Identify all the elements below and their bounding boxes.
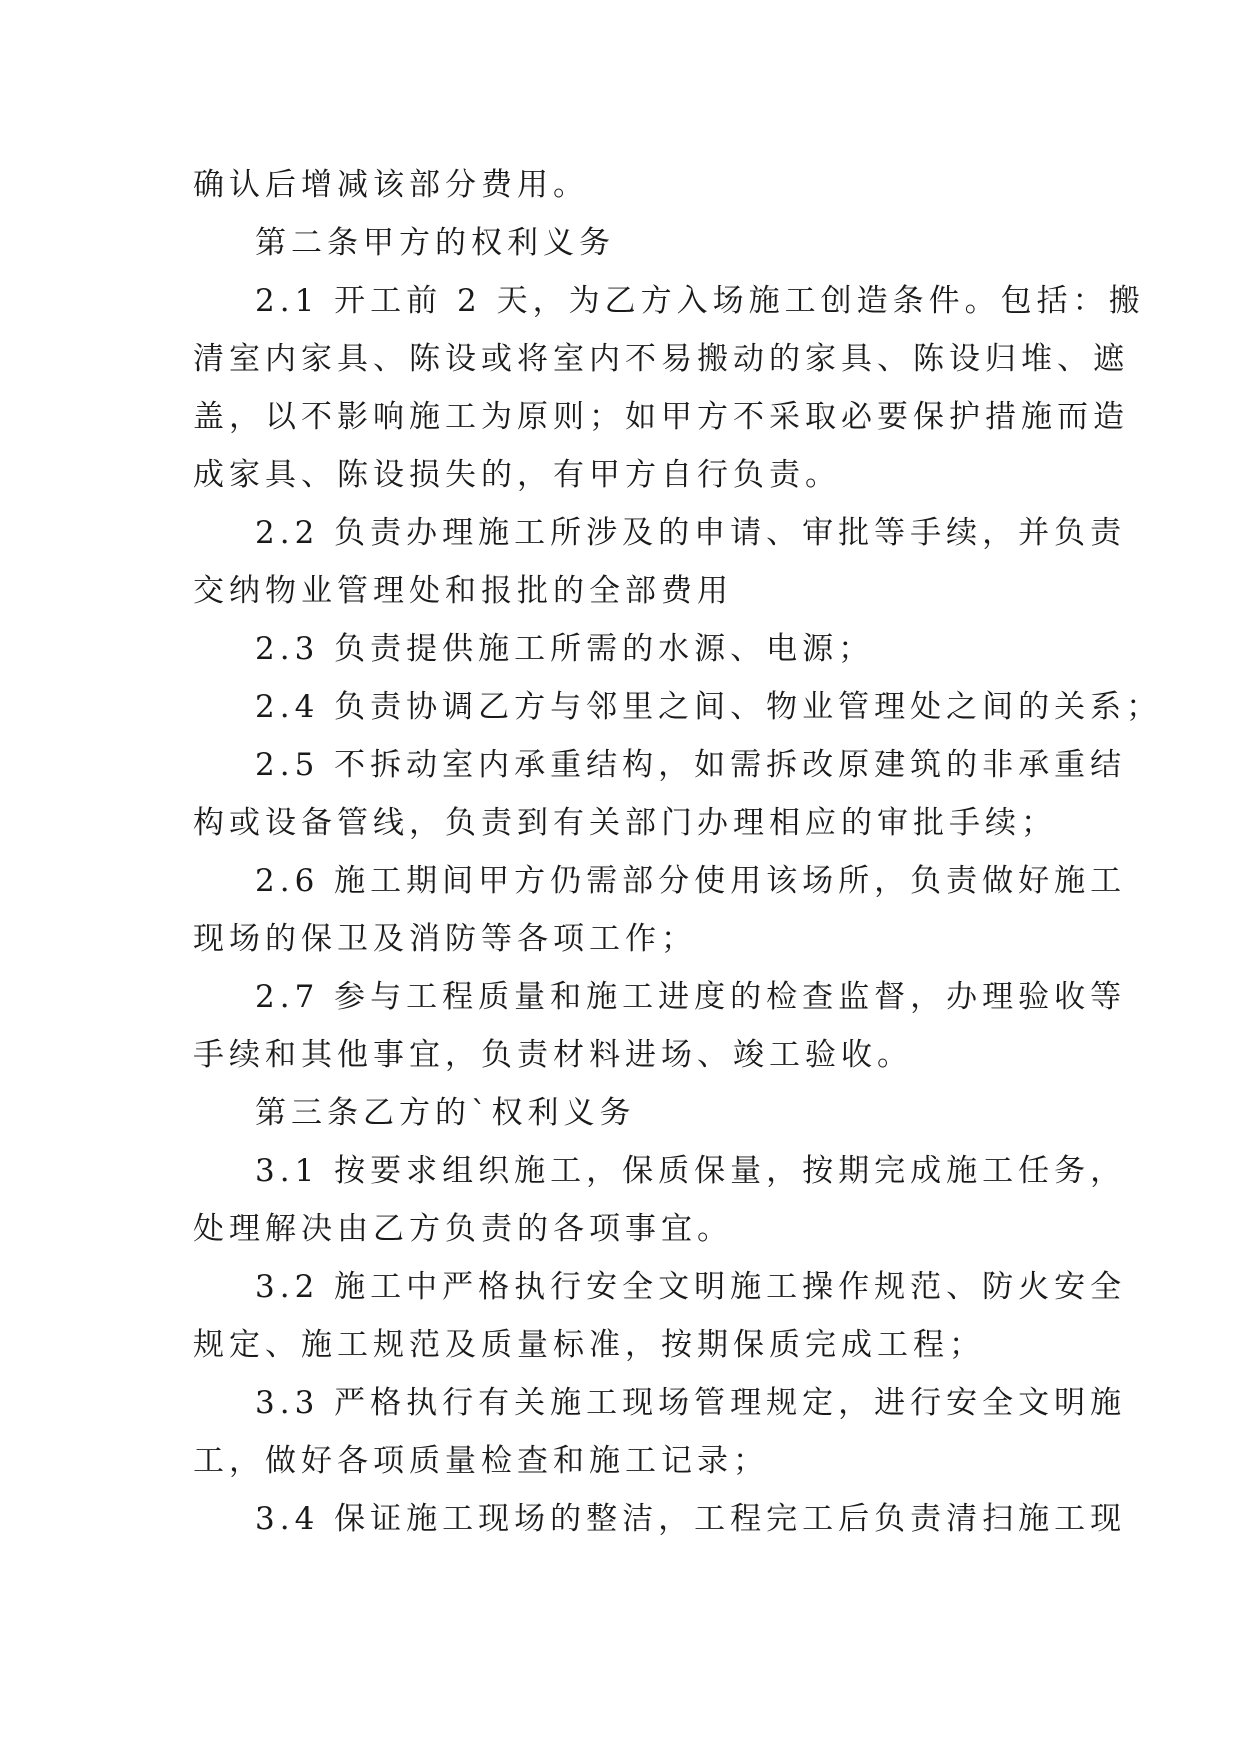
text-line: 3.2 施工中严格执行安全文明施工操作规范、防火安全 [255, 1269, 1127, 1305]
text-line: 2.1 开工前 2 天，为乙方入场施工创造条件。包括：搬 [255, 283, 1145, 319]
text-line: 处理解决由乙方负责的各项事宜。 [193, 1211, 733, 1247]
text-line: 规定、施工规范及质量标准，按期保质完成工程； [193, 1327, 985, 1363]
section-heading: 第三条乙方的`权利义务 [255, 1095, 636, 1131]
text-line: 确认后增减该部分费用。 [193, 167, 589, 203]
text-line: 工，做好各项质量检查和施工记录； [193, 1443, 769, 1479]
text-line: 手续和其他事宜，负责材料进场、竣工验收。 [193, 1037, 913, 1073]
text-line: 3.4 保证施工现场的整洁，工程完工后负责清扫施工现 [255, 1501, 1127, 1537]
text-line: 2.6 施工期间甲方仍需部分使用该场所，负责做好施工 [255, 863, 1127, 899]
text-line: 2.7 参与工程质量和施工进度的检查监督，办理验收等 [255, 979, 1127, 1015]
text-line: 3.3 严格执行有关施工现场管理规定，进行安全文明施 [255, 1385, 1127, 1421]
text-line: 构或设备管线，负责到有关部门办理相应的审批手续； [193, 805, 1057, 841]
text-line: 2.5 不拆动室内承重结构，如需拆改原建筑的非承重结 [255, 747, 1127, 783]
text-line: 清室内家具、陈设或将室内不易搬动的家具、陈设归堆、遮 [193, 341, 1129, 377]
text-line: 成家具、陈设损失的，有甲方自行负责。 [193, 457, 841, 493]
text-line: 盖，以不影响施工为原则；如甲方不采取必要保护措施而造 [193, 399, 1129, 435]
text-line: 交纳物业管理处和报批的全部费用 [193, 573, 733, 609]
text-line: 2.3 负责提供施工所需的水源、电源； [255, 631, 875, 667]
text-line: 2.2 负责办理施工所涉及的申请、审批等手续，并负责 [255, 515, 1127, 551]
text-line: 3.1 按要求组织施工，保质保量，按期完成施工任务， [255, 1153, 1127, 1189]
section-heading: 第二条甲方的权利义务 [255, 225, 615, 261]
text-line: 2.4 负责协调乙方与邻里之间、物业管理处之间的关系； [255, 689, 1163, 725]
text-line: 现场的保卫及消防等各项工作； [193, 921, 697, 957]
